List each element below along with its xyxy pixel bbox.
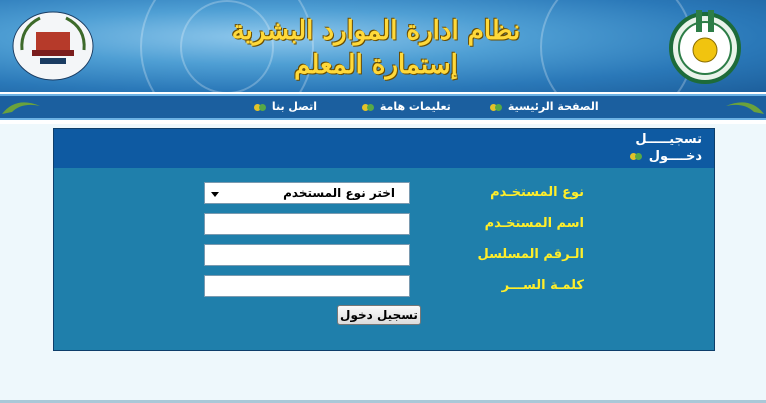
login-header [54, 129, 714, 168]
login-heading [626, 131, 702, 165]
nav-item-label: اتصل بنا [271, 100, 317, 113]
nav-item-instructions[interactable] [358, 100, 451, 113]
serial-input[interactable] [204, 244, 410, 266]
emblem-logo [662, 6, 748, 86]
password-input[interactable] [204, 275, 410, 297]
page-title [226, 14, 526, 82]
serial-label: الـرقم المسلسل [477, 247, 584, 262]
dropdown-arrow-icon [211, 192, 219, 197]
password-row [54, 275, 714, 299]
user-type-select[interactable] [204, 182, 410, 204]
flourish-right-icon [724, 96, 764, 118]
bullet-icon [254, 104, 268, 111]
login-panel [53, 128, 715, 351]
bullet-icon [630, 153, 644, 160]
username-label: اسم المستخـدم [484, 216, 584, 231]
login-heading-line2: دخــــول [648, 149, 702, 164]
nav-item-label: تعليمات هامة [379, 100, 451, 113]
login-heading-line2-wrap [626, 148, 702, 165]
title-line2: إستمارة المعلم [294, 50, 458, 80]
user-type-label: نوع المستخـدم [490, 185, 584, 200]
nav-bar [0, 92, 766, 124]
user-type-row [54, 182, 714, 206]
user-type-selected: اختر نوع المستخدم [283, 186, 395, 200]
login-heading-line1: تسجيـــــل [635, 132, 702, 147]
username-row [54, 213, 714, 237]
bullet-icon [362, 104, 376, 111]
username-input[interactable] [204, 213, 410, 235]
bullet-icon [490, 104, 504, 111]
nav-item-contact[interactable] [250, 100, 317, 113]
ministry-logo [10, 10, 96, 82]
flourish-left-icon [2, 96, 42, 118]
serial-row [54, 244, 714, 268]
nav-item-label: الصفحة الرئيسية [507, 100, 599, 113]
title-line1: نظام ادارة الموارد البشرية [231, 16, 521, 46]
login-button[interactable]: تسجيل دخول [337, 305, 421, 325]
password-label: كلمـة الســـر [501, 278, 584, 293]
nav-item-home[interactable] [486, 100, 599, 113]
header-banner [0, 0, 766, 92]
